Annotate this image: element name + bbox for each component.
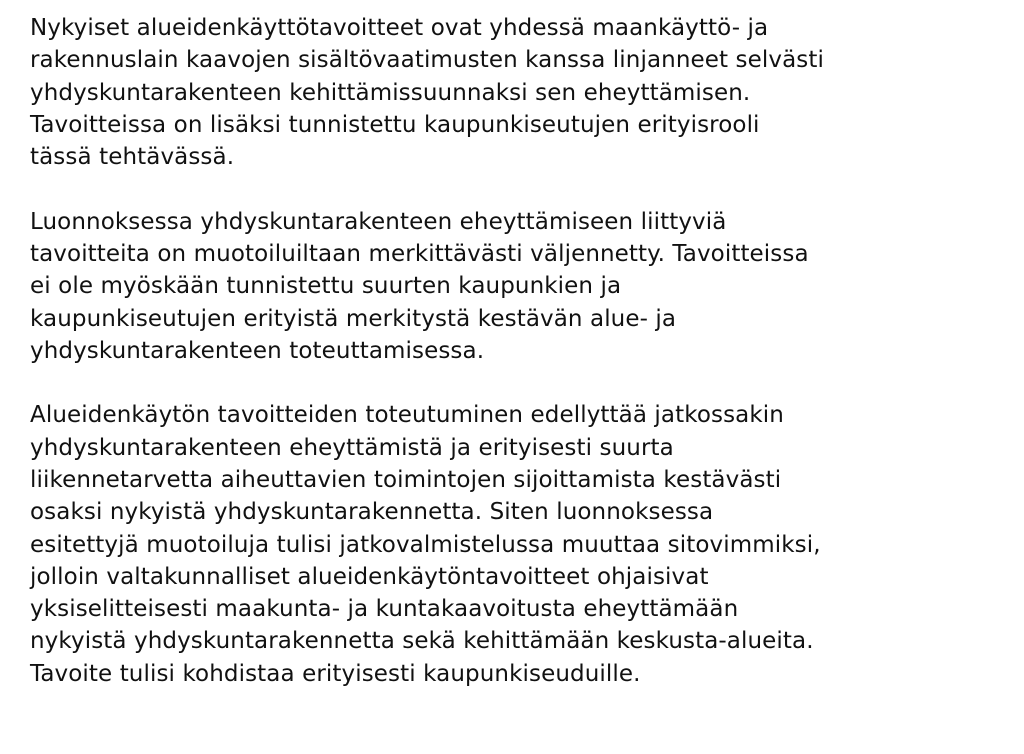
- text-line: tässä tehtävässä.: [30, 144, 235, 171]
- document-text: [30, 12, 1005, 690]
- text-line: esitettyjä muotoiluja tulisi jatkovalmistelussa muuttaa sitovimmiksi,: [30, 531, 821, 558]
- text-line: Luonnoksessa yhdyskuntarakenteen eheyttämiseen liittyviä: [30, 208, 727, 235]
- text-line: kaupunkiseutujen erityistä merkitystä kestävän alue- ja: [30, 305, 677, 332]
- text-line: yhdyskuntarakenteen toteuttamisessa.: [30, 337, 485, 364]
- text-line: rakennuslain kaavojen sisältövaatimusten kanssa linjanneet selvästi: [30, 47, 824, 74]
- text-line: Tavoitteissa on lisäksi tunnistettu kaupunkiseutujen erityisrooli: [30, 111, 760, 138]
- text-line: Nykyiset alueidenkäyttötavoitteet ovat yhdessä maankäyttö- ja: [30, 15, 769, 41]
- text-line: jolloin valtakunnalliset alueidenkäytöntavoitteet ohjaisivat: [30, 563, 709, 590]
- text-line: nykyistä yhdyskuntarakennetta sekä kehittämään keskusta-alueita.: [30, 628, 814, 655]
- text-line: yhdyskuntarakenteen kehittämissuunnaksi sen eheyttämisen.: [30, 79, 751, 106]
- paragraph-2: [30, 206, 1005, 367]
- text-line: tavoitteita on muotoiluiltaan merkittävästi väljennetty. Tavoitteissa: [30, 240, 809, 267]
- text-line: osaksi nykyistä yhdyskuntarakennetta. Siten luonnoksessa: [30, 499, 714, 526]
- text-line: yhdyskuntarakenteen eheyttämistä ja erityisesti suurta: [30, 434, 674, 461]
- paragraph-3: [30, 399, 1005, 690]
- text-line: ei ole myöskään tunnistettu suurten kaupunkien ja: [30, 273, 622, 300]
- text-line: Tavoite tulisi kohdistaa erityisesti kaupunkiseuduille.: [30, 660, 641, 687]
- text-line: Alueidenkäytön tavoitteiden toteutuminen edellyttää jatkossakin: [30, 402, 784, 429]
- paragraph-1: [30, 12, 1005, 173]
- text-line: liikennetarvetta aiheuttavien toimintojen sijoittamista kestävästi: [30, 466, 782, 493]
- text-line: yksiselitteisesti maakunta- ja kuntakaavoitusta eheyttämään: [30, 596, 739, 623]
